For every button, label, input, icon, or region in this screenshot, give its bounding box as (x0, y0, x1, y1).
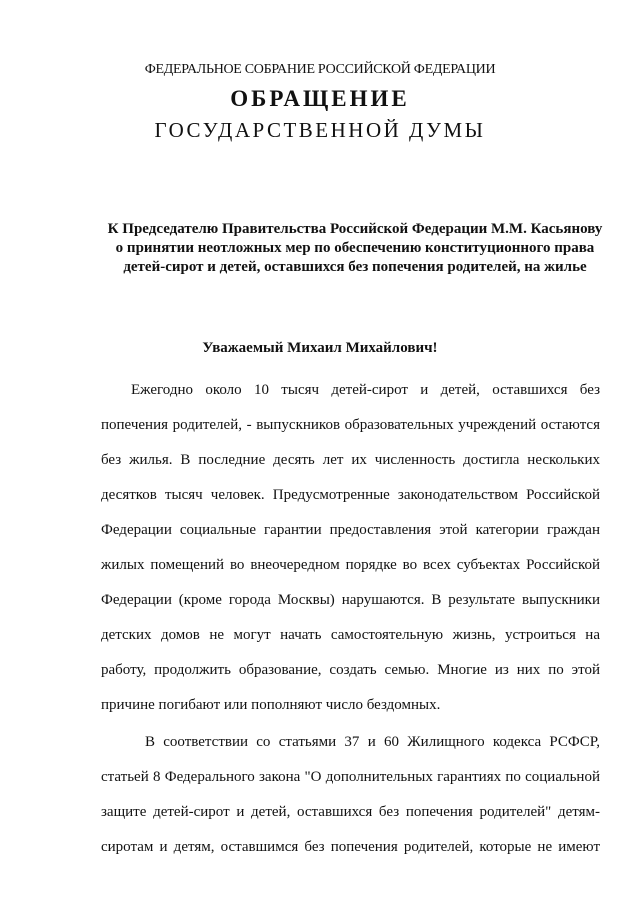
addressee-line: К Председателю Правительства Российской Федерации М.М. Касьянову (107, 221, 603, 237)
paragraph-line: Федерации (кроме города Москвы) нарушаются. В результате выпускники (101, 592, 600, 608)
paragraph-line: причине погибают или пополняют число бездомных. (101, 697, 441, 713)
paragraph-line: десятков тысяч человек. Предусмотренные законодательством Российской (101, 487, 600, 503)
paragraph-line: В соответствии со статьями 37 и 60 Жилищного кодекса РСФСР, (145, 734, 600, 750)
document-subtitle: ГОСУДАРСТВЕННОЙ ДУМЫ (154, 118, 486, 142)
addressee-line: детей-сирот и детей, оставшихся без попечения родителей, на жилье (123, 259, 587, 275)
paragraph-line: жилых помещений во внеочередном порядке во всех субъектах Российской (101, 557, 600, 573)
addressee-block (60, 220, 640, 277)
paragraph-line: работу, продолжить образование, создать семью. Многие из них по этой (101, 662, 600, 678)
paragraph-line: защите детей-сирот и детей, оставшихся без попечения родителей" детям- (101, 804, 600, 820)
paragraph-line: сиротам и детям, оставшимся без попечения родителей, которые не имеют (101, 839, 600, 855)
document-title: ОБРАЩЕНИЕ (230, 86, 410, 111)
paragraph-line: Ежегодно около 10 тысяч детей-сирот и детей, оставшихся без (131, 382, 600, 398)
paragraph-line: детских домов не могут начать самостоятельную жизнь, устроиться на (101, 627, 600, 643)
greeting: Уважаемый Михаил Михайлович! (202, 340, 438, 356)
paragraph-line: Федерации социальные гарантии предоставления этой категории граждан (101, 522, 600, 538)
organization-header: ФЕДЕРАЛЬНОЕ СОБРАНИЕ РОССИЙСКОЙ ФЕДЕРАЦИИ (144, 62, 496, 77)
paragraph-line: без жилья. В последние десять лет их численность достигла нескольких (101, 452, 600, 468)
paragraph-line: попечения родителей, - выпускников образовательных учреждений остаются (101, 417, 600, 433)
paragraph-line: статьей 8 Федерального закона "О дополнительных гарантиях по социальной (101, 769, 600, 785)
addressee-line: о принятии неотложных мер по обеспечению конституционного права (115, 240, 595, 256)
